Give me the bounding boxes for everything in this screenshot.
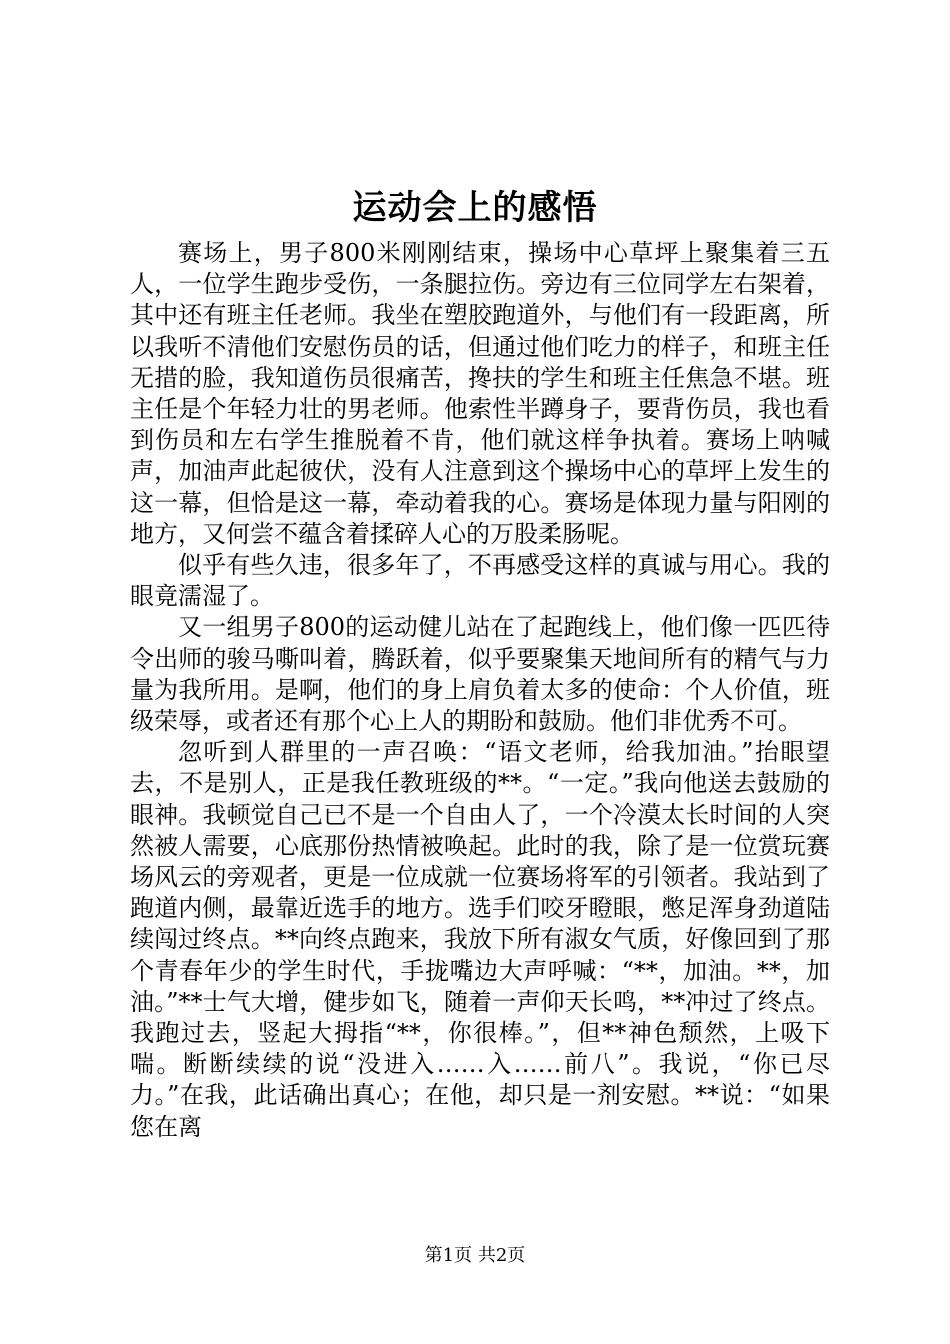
paragraph: 似乎有些久违，很多年了，不再感受这样的真诚与用心。我的眼竟濡湿了。 xyxy=(130,551,830,611)
page-number-label: 第1页 共2页 xyxy=(424,1245,526,1266)
page-footer xyxy=(0,1244,950,1268)
document-title: 运动会上的感悟 xyxy=(352,188,598,228)
paragraph: 赛场上，男子800米刚刚结束，操场中心草坪上聚集着三五人，一位学生跑步受伤，一条腿拉伤。旁边有三位同学左右架着，其中还有班主任老师。我坐在塑胶跑道外，与他们有一段距离，所以我听不清他们安慰伤员的话，但通过他们吃力的样子，和班主任无措的脸，我知道伤员很痛苦，搀扶的学生和班主任焦急不堪。班主任是个年轻力壮的男老师。他索性半蹲身子，要背伤员，我也看到伤员和左右学生推脱着不肯，他们就这样争执着。赛场上呐喊声，加油声此起彼伏，没有人注意到这个操场中心的草坪上发生的这一幕，但恰是这一幕，牵动着我的心。赛场是体现力量与阳刚的地方，又何尝不蕴含着揉碎人心的万股柔肠呢。 xyxy=(130,239,830,548)
paragraph: 忽听到人群里的一声召唤：“语文老师，给我加油。”抬眼望去，不是别人，正是我任教班级的**。“一定。”我向他送去鼓励的眼神。我顿觉自己已不是一个自由人了，一个冷漠太长时间的人突然被人需要，心底那份热情被唤起。此时的我，除了是一位赏玩赛场风云的旁观者，更是一位成就一位赛场将军的引领者。我站到了跑道内侧，最靠近选手的地方。选手们咬牙瞪眼，憋足浑身劲道陆续闯过终点。**向终点跑来，我放下所有淑女气质，好像回到了那个青春年少的学生时代，手拢嘴边大声呼喊：“**，加油。**，加油。”**士气大增，健步如飞，随着一声仰天长鸣，**冲过了终点。我跑过去，竖起大拇指“**，你很棒。”，但**神色颓然，上吸下喘。断断续续的说“没进入……入……前八”。我说，“你已尽力。”在我，此话确出真心；在他，却只是一剂安慰。**说：“如果您在离 xyxy=(130,738,830,1141)
document-body xyxy=(130,238,830,1143)
paragraph: 又一组男子800的运动健儿站在了起跑线上，他们像一匹匹待令出师的骏马嘶叫着，腾跃着，似乎要聚集天地间所有的精气与力量为我所用。是啊，他们的身上肩负着太多的使命：个人价值，班级荣辱，或者还有那个心上人的期盼和鼓励。他们非优秀不可。 xyxy=(130,613,830,736)
